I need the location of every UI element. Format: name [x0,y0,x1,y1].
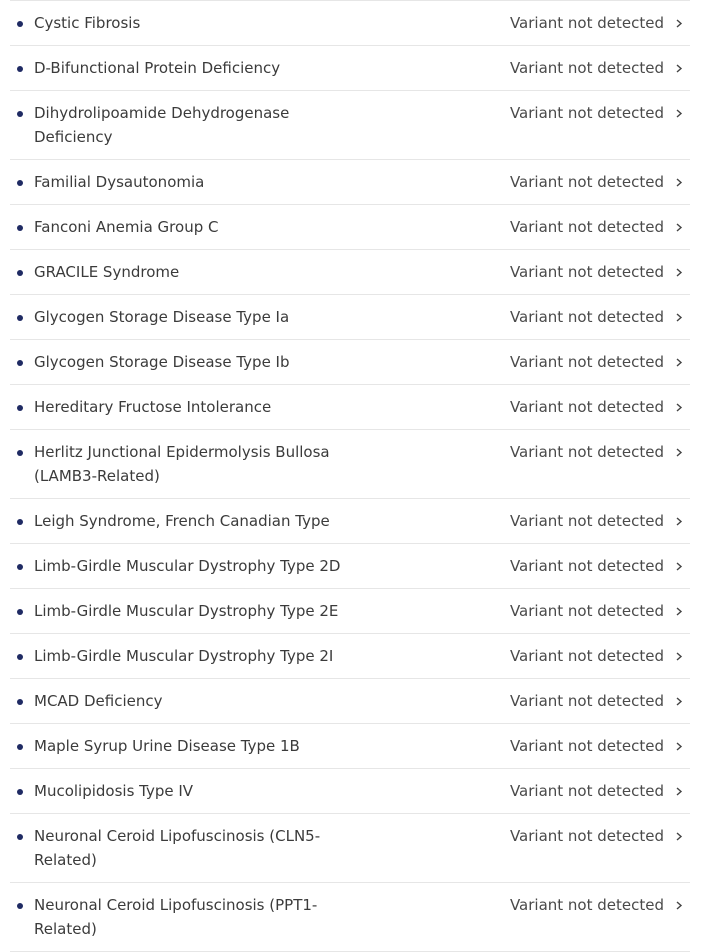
bullet-dot [17,519,23,525]
chevron-right-icon [672,556,686,576]
condition-name: Neuronal Ceroid Lipofuscinosis (CLN5-Related) [34,827,321,869]
condition-name: MCAD Deficiency [34,692,163,710]
chevron-right-icon [672,601,686,621]
bullet-dot [17,21,23,27]
condition-status: Variant not detected [509,557,664,575]
bullet-dot [17,450,23,456]
condition-row[interactable] [10,634,690,679]
condition-name: Dihydrolipoamide Dehydrogenase Deficiency [34,104,290,146]
condition-name: Leigh Syndrome, French Canadian Type [34,512,330,530]
condition-name: Cystic Fibrosis [34,14,141,32]
chevron-right-icon [672,13,686,33]
condition-row[interactable] [10,160,690,205]
condition-status: Variant not detected [509,782,664,800]
condition-status: Variant not detected [509,104,664,122]
condition-status: Variant not detected [509,443,664,461]
bullet-dot [17,405,23,411]
condition-row[interactable] [10,205,690,250]
chevron-right-icon [672,58,686,78]
chevron-right-icon [672,895,686,915]
bullet-dot [17,225,23,231]
bullet-dot [17,609,23,615]
condition-row[interactable] [10,340,690,385]
chevron-right-icon [672,826,686,846]
bullet-dot [17,903,23,909]
condition-status: Variant not detected [509,59,664,77]
chevron-right-icon [672,352,686,372]
condition-row[interactable] [10,814,690,883]
condition-name: Mucolipidosis Type IV [34,782,194,800]
bullet-dot [17,180,23,186]
condition-row[interactable] [10,499,690,544]
condition-name: D-Bifunctional Protein Deficiency [34,59,281,77]
condition-status: Variant not detected [509,647,664,665]
condition-row[interactable] [10,295,690,340]
chevron-right-icon [672,511,686,531]
bullet-dot [17,699,23,705]
condition-status: Variant not detected [509,827,664,845]
bullet-dot [17,111,23,117]
condition-name: Limb-Girdle Muscular Dystrophy Type 2D [34,557,341,575]
condition-name: GRACILE Syndrome [34,263,180,281]
condition-name: Neuronal Ceroid Lipofuscinosis (PPT1-Related) [34,896,318,938]
condition-name: Familial Dysautonomia [34,173,205,191]
condition-name: Limb-Girdle Muscular Dystrophy Type 2E [34,602,339,620]
condition-status: Variant not detected [509,398,664,416]
condition-name: Maple Syrup Urine Disease Type 1B [34,737,300,755]
condition-row[interactable] [10,385,690,430]
bullet-dot [17,315,23,321]
condition-status: Variant not detected [509,692,664,710]
bullet-dot [17,789,23,795]
chevron-right-icon [672,217,686,237]
condition-name: Glycogen Storage Disease Type Ia [34,308,290,326]
bullet-dot [17,360,23,366]
condition-status: Variant not detected [509,263,664,281]
bullet-dot [17,834,23,840]
condition-row[interactable] [10,46,690,91]
condition-row[interactable] [10,91,690,160]
chevron-right-icon [672,397,686,417]
condition-row[interactable] [10,769,690,814]
condition-status: Variant not detected [509,173,664,191]
condition-row[interactable] [10,1,690,46]
condition-name: Glycogen Storage Disease Type Ib [34,353,290,371]
chevron-right-icon [672,646,686,666]
condition-row[interactable] [10,724,690,769]
condition-name: Fanconi Anemia Group C [34,218,219,236]
bullet-dot [17,564,23,570]
condition-status: Variant not detected [509,737,664,755]
condition-row[interactable] [10,679,690,724]
bullet-dot [17,270,23,276]
condition-row[interactable] [10,250,690,295]
condition-name: Hereditary Fructose Intolerance [34,398,272,416]
condition-status: Variant not detected [509,218,664,236]
bullet-dot [17,744,23,750]
chevron-right-icon [672,307,686,327]
condition-status: Variant not detected [509,602,664,620]
condition-status: Variant not detected [509,896,664,914]
bullet-dot [17,654,23,660]
condition-status: Variant not detected [509,353,664,371]
chevron-right-icon [672,736,686,756]
condition-list [10,0,690,952]
chevron-right-icon [672,691,686,711]
bullet-dot [17,66,23,72]
condition-status: Variant not detected [509,512,664,530]
chevron-right-icon [672,172,686,192]
chevron-right-icon [672,781,686,801]
condition-row[interactable] [10,544,690,589]
chevron-right-icon [672,103,686,123]
condition-row[interactable] [10,430,690,499]
chevron-right-icon [672,262,686,282]
condition-status: Variant not detected [509,308,664,326]
condition-status: Variant not detected [509,14,664,32]
condition-name: Limb-Girdle Muscular Dystrophy Type 2I [34,647,334,665]
chevron-right-icon [672,442,686,462]
condition-name: Herlitz Junctional Epidermolysis Bullosa (LAMB3-Related) [34,443,330,485]
condition-row[interactable] [10,589,690,634]
